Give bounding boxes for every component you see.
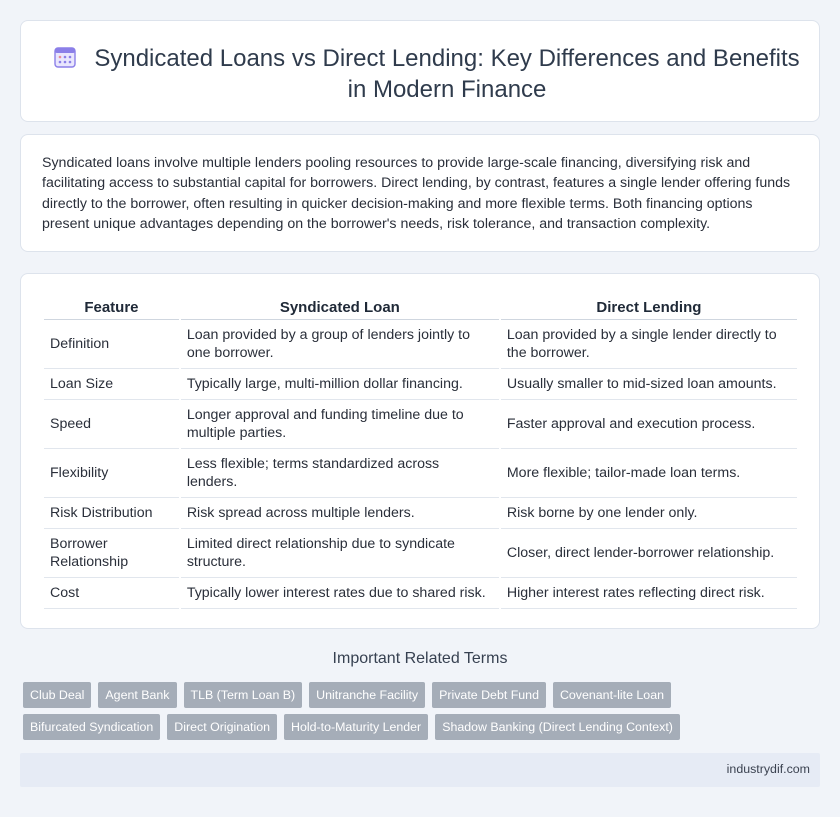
tag-hold-to-maturity-lender[interactable]: Hold-to-Maturity Lender [284, 714, 428, 740]
row-feature: Speed [44, 400, 179, 449]
table-row [44, 578, 797, 609]
tag-bifurcated-syndication[interactable]: Bifurcated Syndication [23, 714, 160, 740]
tag-unitranche-facility[interactable]: Unitranche Facility [309, 682, 425, 708]
row-feature: Borrower Relationship [44, 529, 179, 578]
intro-paragraph: Syndicated loans involve multiple lenders pooling resources to provide large-scale financing, diversifying risk and facilitating access to substantial capital for borrowers. Direct lending, by contrast, features a single lender offering funds directly to the borrower, often resulting in quicker decision-making and more flexible terms. Both financing options present unique advantages depending on the borrower's needs, risk tolerance, and transaction complexity. [42, 155, 791, 232]
row-feature: Risk Distribution [44, 498, 179, 529]
table-row [44, 369, 797, 400]
row-feature: Flexibility [44, 449, 179, 498]
row-syndicated: Limited direct relationship due to syndicate structure. [181, 529, 499, 578]
tag-private-debt-fund[interactable]: Private Debt Fund [432, 682, 546, 708]
row-syndicated: Typically large, multi-million dollar financing. [181, 369, 499, 400]
table-row [44, 449, 797, 498]
tag-club-deal[interactable]: Club Deal [23, 682, 91, 708]
header-syndicated-loan: Syndicated Loan [181, 296, 499, 320]
row-direct: Loan provided by a single lender directly to the borrower. [501, 320, 797, 369]
table-row [44, 320, 797, 369]
comparison-card [20, 273, 820, 629]
tag-direct-origination[interactable]: Direct Origination [167, 714, 277, 740]
table-row [44, 529, 797, 578]
tag-agent-bank[interactable]: Agent Bank [98, 682, 176, 708]
row-syndicated: Risk spread across multiple lenders. [181, 498, 499, 529]
calendar-icon [53, 45, 77, 69]
row-feature: Cost [44, 578, 179, 609]
title-card [20, 20, 820, 122]
footer [20, 753, 820, 787]
row-direct: Closer, direct lender-borrower relationship. [501, 529, 797, 578]
table-row [44, 498, 797, 529]
row-feature: Definition [44, 320, 179, 369]
row-syndicated: Loan provided by a group of lenders jointly to one borrower. [181, 320, 499, 369]
page-title: Syndicated Loans vs Direct Lending: Key Differences and Benefits in Modern Finance [94, 45, 800, 103]
row-direct: Faster approval and execution process. [501, 400, 797, 449]
row-syndicated: Longer approval and funding timeline due to multiple parties. [181, 400, 499, 449]
table-row [44, 400, 797, 449]
tag-covenant-lite-loan[interactable]: Covenant-lite Loan [553, 682, 671, 708]
header-feature: Feature [44, 296, 179, 320]
related-terms-list [23, 682, 803, 740]
footer-site-link[interactable]: industrydif.com [726, 762, 810, 776]
row-direct: Higher interest rates reflecting direct risk. [501, 578, 797, 609]
comparison-table [42, 296, 799, 609]
table-header-row [44, 296, 797, 320]
header-direct-lending: Direct Lending [501, 296, 797, 320]
row-direct: Usually smaller to mid-sized loan amounts. [501, 369, 797, 400]
row-syndicated: Less flexible; terms standardized across lenders. [181, 449, 499, 498]
row-direct: Risk borne by one lender only. [501, 498, 797, 529]
row-direct: More flexible; tailor-made loan terms. [501, 449, 797, 498]
intro-card [20, 134, 820, 252]
row-feature: Loan Size [44, 369, 179, 400]
related-terms-heading: Important Related Terms [332, 650, 508, 667]
tag-shadow-banking[interactable]: Shadow Banking (Direct Lending Context) [435, 714, 680, 740]
row-syndicated: Typically lower interest rates due to shared risk. [181, 578, 499, 609]
tag-tlb-term-loan-b[interactable]: TLB (Term Loan B) [184, 682, 303, 708]
